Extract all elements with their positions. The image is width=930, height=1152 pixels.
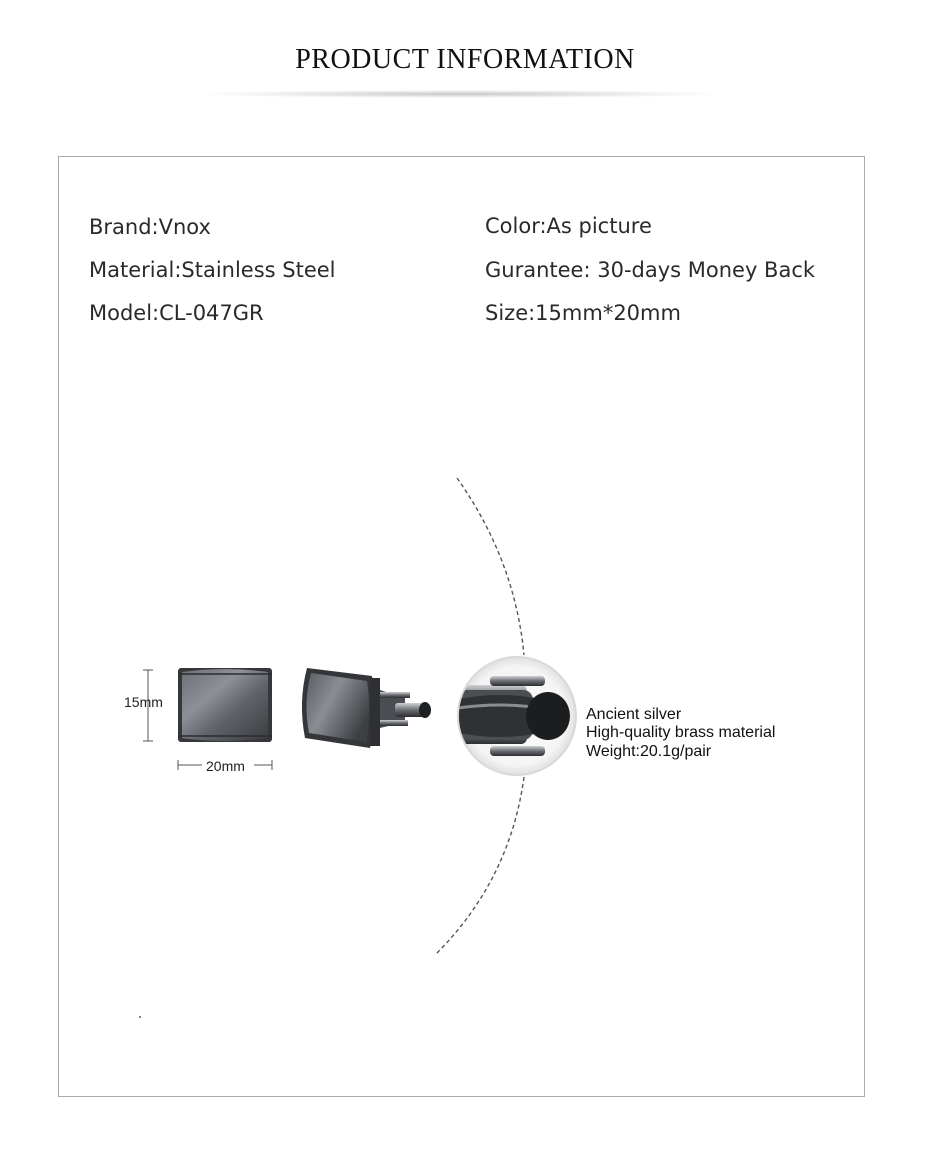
- spec-guarantee: Gurantee: 30-days Money Back: [485, 258, 816, 282]
- spec-model: Model:CL-047GR: [89, 301, 264, 325]
- spec-size: Size:15mm*20mm: [485, 301, 681, 325]
- dashed-arc-lower: [436, 777, 524, 954]
- cufflink-side-view: [302, 668, 431, 748]
- dashed-arc-upper: [457, 478, 524, 655]
- stray-dot: [139, 1016, 141, 1018]
- page-title: PRODUCT INFORMATION: [295, 44, 635, 75]
- spec-material: Material:Stainless Steel: [89, 258, 336, 282]
- spec-brand: Brand:Vnox: [89, 215, 211, 239]
- height-label: 15mm: [124, 694, 163, 710]
- cufflink-front-view: [178, 668, 272, 742]
- callout-line-2: High-quality brass material: [586, 724, 776, 741]
- callout-line-3: Weight:20.1g/pair: [586, 743, 712, 760]
- zoom-detail-circle: [455, 656, 577, 776]
- spec-color: Color:As picture: [485, 214, 652, 238]
- callout-line-1: Ancient silver: [586, 706, 682, 723]
- width-label: 20mm: [206, 758, 245, 774]
